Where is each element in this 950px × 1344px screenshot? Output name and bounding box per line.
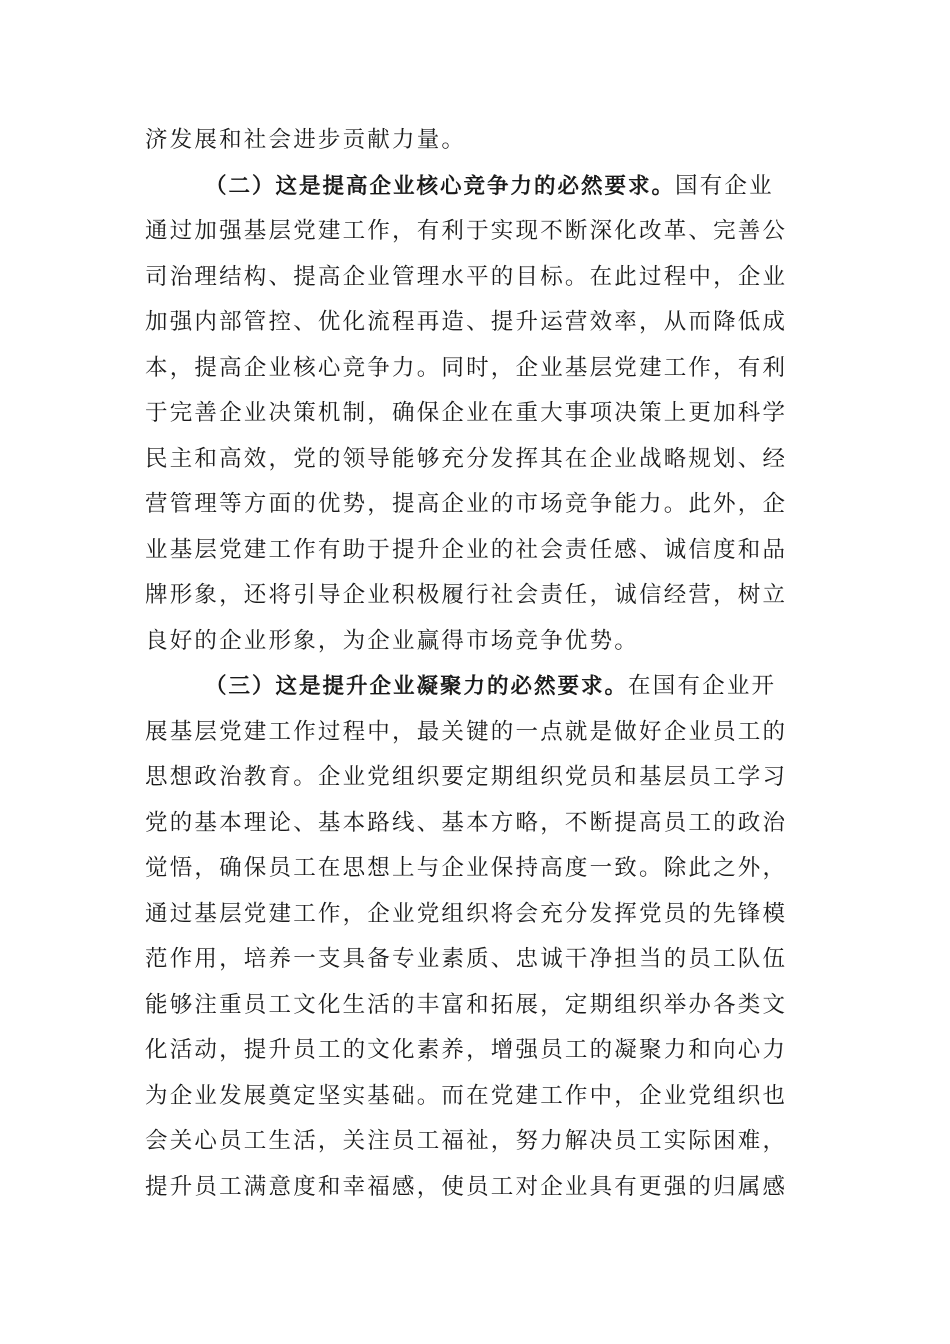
- text-line: 能够注重员工文化生活的丰富和拓展，定期组织举办各类文: [145, 991, 788, 1018]
- text-line: 业基层党建工作有助于提升企业的社会责任感、诚信度和品: [145, 536, 788, 563]
- section-2-lead-text: 国有企业: [675, 172, 774, 199]
- text-line: 觉悟，确保员工在思想上与企业保持高度一致。除此之外，: [145, 855, 788, 881]
- text-line: 通过加强基层党建工作，有利于实现不断深化改革、完善公: [145, 218, 788, 244]
- text-line: 化活动，提升员工的文化素养，增强员工的凝聚力和向心力: [145, 1037, 788, 1063]
- text-line: 民主和高效，党的领导能够充分发挥其在企业战略规划、经: [145, 445, 788, 472]
- text-line: 于完善企业决策机制，确保企业在重大事项决策上更加科学: [145, 400, 788, 426]
- section-3-first-line: [145, 664, 805, 710]
- text-line: 济发展和社会进步贡献力量。: [145, 127, 467, 153]
- body-text: [145, 118, 805, 1210]
- text-line: 营管理等方面的优势，提高企业的市场竞争能力。此外，企: [145, 491, 788, 517]
- section-2-first-line: [145, 164, 805, 210]
- text-line: 范作用，培养一支具备专业素质、忠诚干净担当的员工队伍: [145, 946, 788, 972]
- text-line: 会关心员工生活，关注员工福祉，努力解决员工实际困难，: [145, 1128, 788, 1154]
- text-line: 通过基层党建工作，企业党组织将会充分发挥党员的先锋模: [145, 900, 788, 927]
- text-line: 提升员工满意度和幸福感，使员工对企业具有更强的归属感: [145, 1173, 788, 1200]
- text-line: 为企业发展奠定坚实基础。而在党建工作中，企业党组织也: [145, 1082, 788, 1109]
- section-3-lead-text: 在国有企业开: [628, 673, 777, 699]
- section-3-heading: （三）这是提升企业凝聚力的必然要求。: [205, 674, 629, 699]
- text-line: 司治理结构、提高企业管理水平的目标。在此过程中，企业: [145, 263, 788, 290]
- text-line: 党的基本理论、基本路线、基本方略，不断提高员工的政治: [145, 809, 788, 836]
- section-2-heading: （二）这是提高企业核心竞争力的必然要求。: [205, 173, 676, 199]
- text-line: 本，提高企业核心竞争力。同时，企业基层党建工作，有利: [145, 354, 788, 381]
- text-line: 加强内部管控、优化流程再造、提升运营效率，从而降低成: [145, 309, 788, 335]
- text-line: 展基层党建工作过程中，最关键的一点就是做好企业员工的: [145, 718, 788, 745]
- text-line: 良好的企业形象，为企业赢得市场竞争优势。: [145, 627, 640, 654]
- text-line: 思想政治教育。企业党组织要定期组织党员和基层员工学习: [145, 764, 788, 790]
- text-line: 牌形象，还将引导企业积极履行社会责任，诚信经营，树立: [145, 582, 788, 608]
